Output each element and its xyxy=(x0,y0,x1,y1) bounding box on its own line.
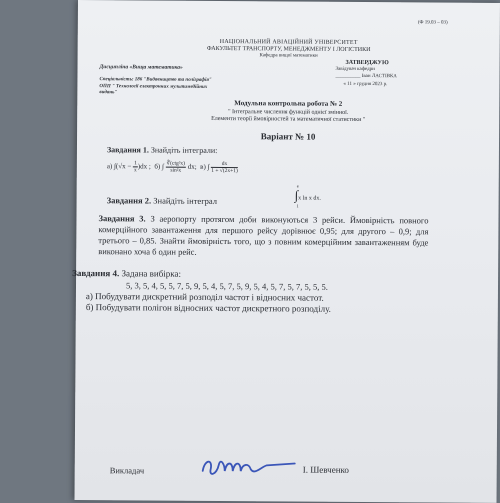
task-3 xyxy=(98,213,428,259)
approval-date: « 11 » грудня 2023 р. xyxy=(343,81,388,88)
variant-number: Варіант № 10 xyxy=(260,131,316,142)
task-1-integrals xyxy=(107,160,238,174)
task-4-sample: 5, 3, 5, 4, 5, 5, 7, 5, 9, 5, 4, 5, 7, 5, 9, 5, 4, 5, 7, 5, 7, 5, 5, 5. xyxy=(125,280,328,292)
university-name: НАЦІОНАЛЬНИЙ АВІАЦІЙНИЙ УНІВЕРСИТЕТ xyxy=(219,38,358,46)
integral-b: б) ∫ $\frac{\text{∜(ctg³x)}}{\text{sin²x}}$ dx; xyxy=(154,160,197,174)
discipline: Дисципліна «Вища математика» xyxy=(99,64,183,71)
task-4-item-b: б) Побудувати полігон відносних частот дискретного розподілу. xyxy=(85,302,331,314)
specialty: Спеціальність: 186 "Видавництво та поліграфія" xyxy=(99,77,212,83)
task-4-label: Завдання 4. xyxy=(72,267,120,279)
work-title: Модульна контрольна робота № 2 xyxy=(234,99,343,108)
department-name: Кафедра вищої математики xyxy=(259,53,318,59)
task-2-label: Завдання 2. xyxy=(106,195,152,206)
work-topic-line-2: Елементи теорії ймовірностей та математичної статистики " xyxy=(211,115,366,124)
task-3-text: З аеропорту протягом доби виконуються 3 рейси. Ймовірність повного комерційного завантаження для першого рейсу дорівнює 0,95; для другого – 0,9; для третього – 0,85. Знайти ймовірність того, що з повним комерційним завантаженням буде виконано хоча б один рейс. xyxy=(98,213,429,257)
task-2-text: Знайдіть інтеграл xyxy=(153,195,218,206)
task-1 xyxy=(107,145,218,155)
faculty-name: ФАКУЛЬТЕТ ТРАНСПОРТУ, МЕНЕДЖМЕНТУ І ЛОГІСТИКИ xyxy=(206,45,371,54)
integral-a: а) ∫(√x − $\frac{1}{x}$ )dx ; xyxy=(106,160,151,174)
program-continued: видань" xyxy=(99,90,118,96)
task-4 xyxy=(72,268,181,279)
form-code: (Ф 19.03 – 03) xyxy=(417,20,448,26)
head-of-department: Завідувач кафедри xyxy=(335,66,375,73)
head-signature-line: __________ Іван ЛАСТІВКА xyxy=(335,73,397,80)
task-2-integral: ∫x ln x dx. e 1 xyxy=(294,183,321,209)
task-4-item-a: а) Побудувати дискретний розподіл частот і відносних частот. xyxy=(85,291,324,303)
task-1-text: Знайдіть інтеграли: xyxy=(150,145,218,155)
approve-label: ЗАТВЕРДЖУЮ xyxy=(345,59,389,67)
program: ОПП " Технології електронних мультимедійних xyxy=(99,84,208,90)
task-1-label: Завдання 1. xyxy=(106,145,149,155)
task-3-label: Завдання 3. xyxy=(98,213,146,224)
integral-c: в) ∫ $\frac{dx}{1 + √(2x+1)}$ xyxy=(200,161,238,175)
task-2 xyxy=(107,195,218,206)
work-topic-line-1: " Інтегральне числення функцій однієї змінної. xyxy=(228,109,349,116)
teacher-name: І. Шевченко xyxy=(302,464,349,475)
task-4-text: Задана вибірка: xyxy=(121,268,182,279)
exam-sheet xyxy=(72,0,500,503)
teacher-signature xyxy=(195,451,305,482)
teacher-label: Викладач xyxy=(109,465,145,476)
